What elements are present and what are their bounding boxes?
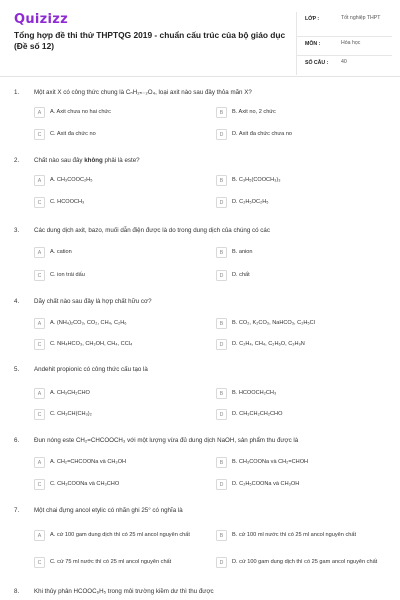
question-number: 2. — [14, 157, 20, 164]
option-text: A. cation — [50, 248, 72, 255]
option-text: D. Axit đa chức chưa no — [232, 130, 293, 137]
meta-row-subject — [297, 37, 392, 56]
option-letter-b: B — [216, 457, 227, 468]
question-text: Đun nóng este CH₂=CHCOOCH₃ với một lượng vừa đủ dung dịch NaOH, sản phẩm thu được là — [34, 437, 299, 444]
option-letter-a: A — [34, 530, 45, 541]
option-a[interactable] — [34, 456, 210, 469]
question-number: 6. — [14, 437, 20, 444]
option-letter-b: B — [216, 318, 227, 329]
option-d[interactable] — [216, 128, 392, 141]
option-text: A. cứ 100 gam dung dịch thì có 25 ml ancol nguyên chất — [50, 531, 190, 538]
option-b[interactable] — [216, 526, 392, 545]
header-divider — [0, 76, 400, 77]
option-letter-b: B — [216, 388, 227, 399]
worksheet-meta — [296, 12, 392, 75]
question-text: Một chai đựng ancol etylic có nhãn ghi 25° có nghĩa là — [34, 507, 183, 514]
option-text: B. HCOOCH₂CH₃ — [232, 389, 277, 396]
option-text: B. C₃H₅(COOCH₃)₃ — [232, 176, 281, 183]
option-d[interactable] — [216, 553, 392, 572]
question-text: Chất nào sau đây không phải là este? — [34, 157, 140, 164]
option-text: C. cứ 75 ml nước thì có 25 ml ancol nguyên chất — [50, 558, 172, 565]
option-letter-b: B — [216, 247, 227, 258]
question-text: Dãy chất nào sau đây là hợp chất hữu cơ? — [34, 298, 152, 305]
option-letter-c: C — [34, 270, 45, 281]
option-letter-d: D — [216, 339, 227, 350]
option-text: A. CH₃CH₂CHO — [50, 389, 90, 396]
option-b[interactable] — [216, 246, 392, 259]
question-number: 7. — [14, 507, 20, 514]
option-a[interactable] — [34, 317, 210, 330]
option-text: B. cứ 100 ml nước thì có 25 ml ancol nguyên chất — [232, 531, 357, 538]
option-text: C. HCOOCH₃ — [50, 198, 85, 205]
option-text: C. Axit đa chức no — [50, 130, 96, 137]
option-d[interactable] — [216, 408, 392, 421]
option-letter-b: B — [216, 107, 227, 118]
option-text: D. cứ 100 gam dung dịch thì có 25 gam ancol nguyên chất — [232, 558, 378, 565]
option-c[interactable] — [34, 269, 210, 282]
quizizz-logo: Quizizz — [14, 12, 69, 27]
question-text: Các dung dịch axit, bazo, muối dẫn điện được là do trong dung dịch của chúng có các — [34, 227, 270, 234]
option-a[interactable] — [34, 526, 210, 545]
option-text: D. C₂H₅OC₂H₅ — [232, 198, 269, 205]
option-letter-a: A — [34, 175, 45, 186]
option-b[interactable] — [216, 174, 392, 187]
option-d[interactable] — [216, 478, 392, 491]
meta-value: 40 — [341, 59, 347, 65]
option-d[interactable] — [216, 269, 392, 282]
meta-key: SỐ CÂU : — [305, 60, 329, 66]
option-letter-c: C — [34, 409, 45, 420]
question-number: 3. — [14, 227, 20, 234]
option-text: A. CH₃COOC₂H₅ — [50, 176, 93, 183]
option-c[interactable] — [34, 338, 210, 351]
option-a[interactable] — [34, 387, 210, 400]
meta-key: MÔN : — [305, 41, 321, 47]
option-text: A. CH₂=CHCOONa và CH₃OH — [50, 458, 127, 465]
option-a[interactable] — [34, 246, 210, 259]
option-letter-a: A — [34, 107, 45, 118]
question-number: 8. — [14, 588, 20, 595]
option-letter-b: B — [216, 530, 227, 541]
option-text: B. CH₃COONa và CH₂=CHOH — [232, 458, 309, 465]
question-text: Một axit X có công thức chung là CₙH₂ₙ₋₂O₄, loại axit nào sau đây thỏa mãn X? — [34, 89, 252, 96]
option-letter-c: C — [34, 339, 45, 350]
option-c[interactable] — [34, 478, 210, 491]
option-letter-c: C — [34, 129, 45, 140]
option-d[interactable] — [216, 338, 392, 351]
question-number: 1. — [14, 89, 20, 96]
meta-value: Tốt nghiệp THPT — [341, 15, 381, 21]
option-text: A. (NH₄)₂CO₃, CO₂, CH₄, C₂H₆ — [50, 319, 127, 326]
meta-row-count — [297, 56, 392, 75]
option-b[interactable] — [216, 387, 392, 400]
meta-row-class — [297, 12, 392, 37]
option-text: A. Axit chưa no hai chức — [50, 108, 111, 115]
option-letter-d: D — [216, 129, 227, 140]
option-text: B. Axit no, 2 chức — [232, 108, 276, 115]
option-letter-d: D — [216, 479, 227, 490]
option-a[interactable] — [34, 174, 210, 187]
option-b[interactable] — [216, 456, 392, 469]
option-letter-d: D — [216, 409, 227, 420]
option-text: B. CO₂, K₂CO₃, NaHCO₃, C₂H₅Cl — [232, 319, 315, 326]
option-d[interactable] — [216, 196, 392, 209]
option-letter-a: A — [34, 247, 45, 258]
worksheet-title: Tổng hợp đề thi thử THPTQG 2019 - chuẩn cấu trúc của bộ giáo dục (Đề số 12) — [14, 30, 286, 51]
option-letter-d: D — [216, 270, 227, 281]
option-c[interactable] — [34, 553, 210, 572]
option-letter-c: C — [34, 197, 45, 208]
option-text: B. anion — [232, 248, 253, 255]
worksheet-header — [0, 0, 400, 76]
meta-key: LỚP : — [305, 16, 320, 22]
option-c[interactable] — [34, 128, 210, 141]
option-text: C. NH₄HCO₃, CH₃OH, CH₄, CCl₄ — [50, 340, 133, 347]
option-text: D. CH₃CH₂CH₂CHO — [232, 410, 283, 417]
question-text: Khi thủy phân HCOOC₆H₅ trong môi trường kiềm dư thì thu được — [34, 588, 214, 595]
option-text: C. CH₃COONa và CH₃CHO — [50, 480, 120, 487]
option-letter-d: D — [216, 557, 227, 568]
question-number: 4. — [14, 298, 20, 305]
option-letter-a: A — [34, 457, 45, 468]
option-text: D. C₂H₄, CH₄, C₂H₆O, C₃H₉N — [232, 340, 305, 347]
option-b[interactable] — [216, 106, 392, 119]
option-text: C. CH₃CH(CH₃)₂ — [50, 410, 92, 417]
option-letter-c: C — [34, 479, 45, 490]
option-letter-a: A — [34, 318, 45, 329]
option-c[interactable] — [34, 196, 210, 209]
option-text: C. ion trái dấu — [50, 271, 85, 278]
question-number: 5. — [14, 366, 20, 373]
option-text: D. chất — [232, 271, 250, 278]
option-text: D. C₂H₅COONa và CH₃OH — [232, 480, 300, 487]
option-c[interactable] — [34, 408, 210, 421]
option-b[interactable] — [216, 317, 392, 330]
option-letter-b: B — [216, 175, 227, 186]
question-text: Andehit propionic có công thức cấu tạo là — [34, 366, 148, 373]
option-a[interactable] — [34, 106, 210, 119]
option-letter-c: C — [34, 557, 45, 568]
option-letter-d: D — [216, 197, 227, 208]
meta-value: Hóa học — [341, 40, 361, 46]
option-letter-a: A — [34, 388, 45, 399]
